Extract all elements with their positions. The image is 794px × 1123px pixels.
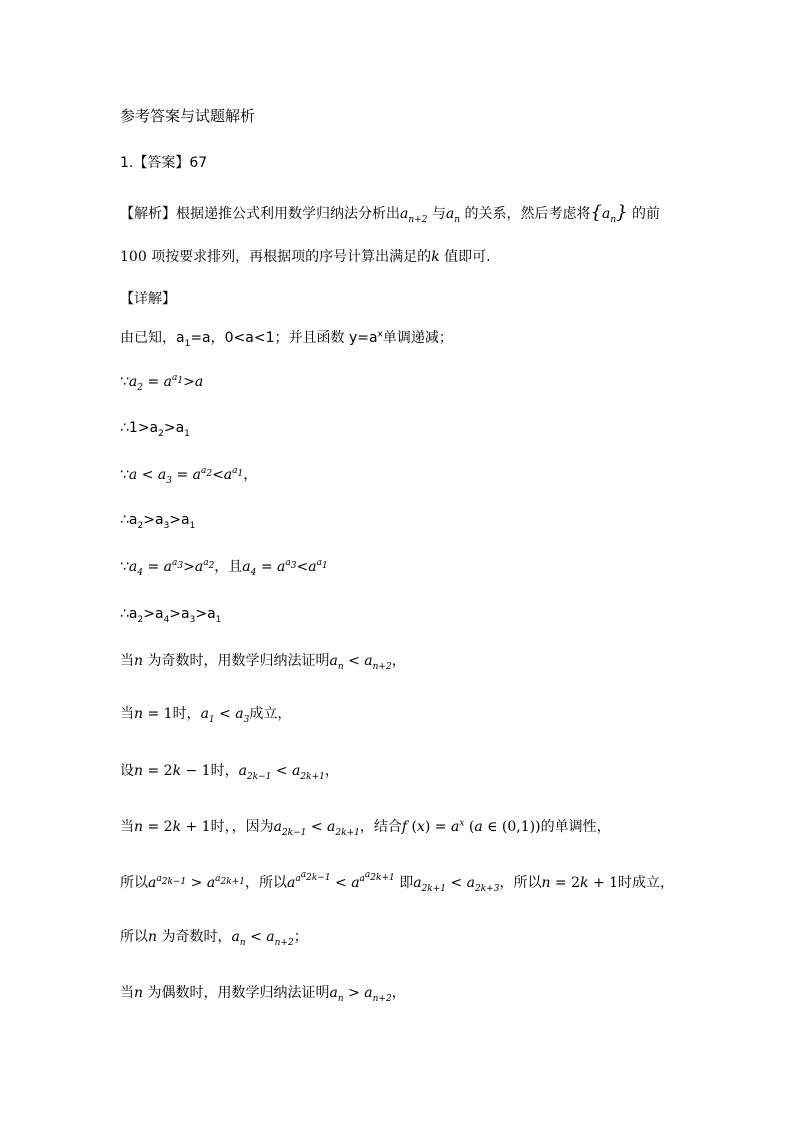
step-base bbox=[120, 704, 291, 724]
step-odd-result bbox=[120, 927, 308, 947]
punct: ，且 bbox=[214, 559, 243, 575]
question-number: 1. bbox=[120, 155, 134, 171]
step-conclude bbox=[120, 870, 675, 894]
text: ，结合 bbox=[359, 819, 402, 835]
given-text: 由已知，a bbox=[120, 330, 185, 346]
math-expr: $a_4 = a^{a_3}>a^{a_2}$ bbox=[128, 558, 215, 578]
text: 所以 bbox=[120, 929, 148, 945]
step-1 bbox=[120, 372, 203, 392]
analysis-text: 的前 bbox=[632, 206, 661, 222]
math-a-n: $a_n$ bbox=[445, 206, 461, 225]
math-expr: $a_{2k+1} < a_{2k+3}$ bbox=[413, 875, 500, 894]
given-line: 由已知，$a_1=a$，0<a<1；并且函数 $y=a^x$单调递减； bbox=[120, 329, 453, 349]
text: 为偶数时，用数学归纳法证明 bbox=[147, 985, 330, 1001]
step-3 bbox=[120, 465, 257, 485]
punct: ， bbox=[391, 653, 406, 669]
detail-label: 【详解】 bbox=[120, 291, 176, 307]
text: 为奇数时，用数学归纳法证明 bbox=[147, 653, 330, 669]
text: 当 bbox=[120, 706, 134, 722]
step-odd-intro bbox=[120, 651, 406, 671]
math-expr: n = 1 bbox=[134, 706, 173, 722]
text: 当 bbox=[120, 985, 134, 1001]
text: 时成立， bbox=[618, 875, 675, 891]
analysis-text: 与 bbox=[431, 206, 446, 222]
math-expr: n = 2k + 1 bbox=[134, 819, 211, 835]
math-100: 100 bbox=[120, 249, 147, 265]
text: 时， bbox=[210, 819, 232, 835]
step-5 bbox=[120, 557, 328, 577]
math-seq-an: $\{a_n\}$ bbox=[590, 202, 628, 225]
analysis-text: 根据递推公式利用数学归纳法分析出 bbox=[176, 206, 400, 222]
analysis-line-1 bbox=[120, 203, 660, 224]
math-expr: n = 2k + 1 bbox=[541, 875, 619, 891]
text: 所以 bbox=[120, 875, 148, 891]
text: ，所以 bbox=[499, 875, 542, 891]
math-n: n bbox=[148, 929, 158, 945]
math-expr: $a_1 < a_3$ bbox=[200, 706, 250, 725]
text: 的单调性， bbox=[540, 819, 611, 835]
step-6: $\therefore a_2>a_4>a_3>a_1$ bbox=[120, 606, 222, 625]
punct: ， bbox=[391, 985, 406, 1001]
text: 设 bbox=[120, 763, 134, 779]
math-expr: $a_n < a_{n+2}$ bbox=[231, 929, 294, 948]
math-k: k bbox=[431, 249, 440, 265]
math-expr: ∴1>a bbox=[120, 420, 159, 436]
step-even-intro bbox=[120, 983, 406, 1003]
text: 当 bbox=[120, 819, 134, 835]
math-expr: $a_{2k-1} < a_{2k+1}$ bbox=[273, 819, 360, 838]
math-function: f $(x) = a^x$ (a ∈ (0,1)) bbox=[401, 818, 541, 835]
given-text: =a，0<a<1；并且函数 y=a bbox=[190, 330, 378, 346]
analysis-line-2 bbox=[120, 247, 491, 267]
step-induct bbox=[120, 817, 611, 837]
because-symbol: ∵ bbox=[120, 559, 129, 575]
because-symbol: ∵ bbox=[120, 374, 129, 390]
text: 当 bbox=[120, 653, 134, 669]
text: 时， bbox=[172, 706, 201, 722]
given-text: 单调递减； bbox=[382, 330, 453, 346]
analysis-label: 【解析】 bbox=[120, 206, 176, 222]
text: 为奇数时， bbox=[161, 929, 232, 945]
math-expr: $a_2 = a^{a_1}>a$ bbox=[128, 373, 204, 393]
text: ，因为 bbox=[231, 819, 274, 835]
doc-title: 参考答案与试题解析 bbox=[120, 107, 256, 125]
step-4: $\therefore a_2>a_3>a_1$ bbox=[120, 512, 196, 531]
therefore-symbol: ∴ bbox=[120, 512, 129, 528]
punct: ； bbox=[293, 929, 308, 945]
step-suppose bbox=[120, 761, 339, 781]
math-n: n bbox=[134, 653, 144, 669]
text: 即 bbox=[399, 875, 414, 891]
math-expr: $a < a_3 = a^{a_2}<a^{a_1}$ bbox=[128, 466, 244, 486]
answer-label: 【答案】 bbox=[133, 155, 190, 171]
punct: ， bbox=[324, 763, 339, 779]
because-symbol: ∵ bbox=[120, 467, 129, 483]
text: 时， bbox=[210, 763, 239, 779]
math-expr: $a_n > a_{n+2}$ bbox=[329, 985, 392, 1004]
math-expr: $a^{a^{a_{2k-1}}} < a^{a^{a_{2k+1}}}$ bbox=[287, 870, 395, 891]
text: 成立， bbox=[249, 706, 292, 722]
math-expr: $a^{a_{2k-1}} > a^{a_{2k+1}}$ bbox=[148, 874, 245, 891]
math-expr: $a_4 = a^{a_3}<a^{a_1}$ bbox=[242, 558, 328, 578]
analysis-text: 项按要求排列，再根据项的序号计算出满足的 bbox=[151, 249, 432, 265]
answer-value: 67 bbox=[189, 155, 208, 171]
step-2: $\therefore 1>a_2>a_1$ bbox=[120, 420, 190, 439]
math-expr: $a_{2k-1} < a_{2k+1}$ bbox=[238, 763, 325, 782]
math-a-n2: $a_{n+2}$ bbox=[400, 206, 428, 225]
punct: ， bbox=[243, 467, 258, 483]
math-expr: n = 2k − 1 bbox=[134, 763, 211, 779]
answer-line bbox=[120, 153, 207, 173]
text: ，所以 bbox=[245, 875, 287, 891]
therefore-symbol: ∴ bbox=[120, 606, 129, 622]
analysis-text: 值即可. bbox=[444, 249, 491, 265]
math-n: n bbox=[134, 985, 144, 1001]
math-expr: $a_n < a_{n+2}$ bbox=[329, 653, 392, 672]
analysis-text: 的关系，然后考虑将 bbox=[464, 206, 591, 222]
